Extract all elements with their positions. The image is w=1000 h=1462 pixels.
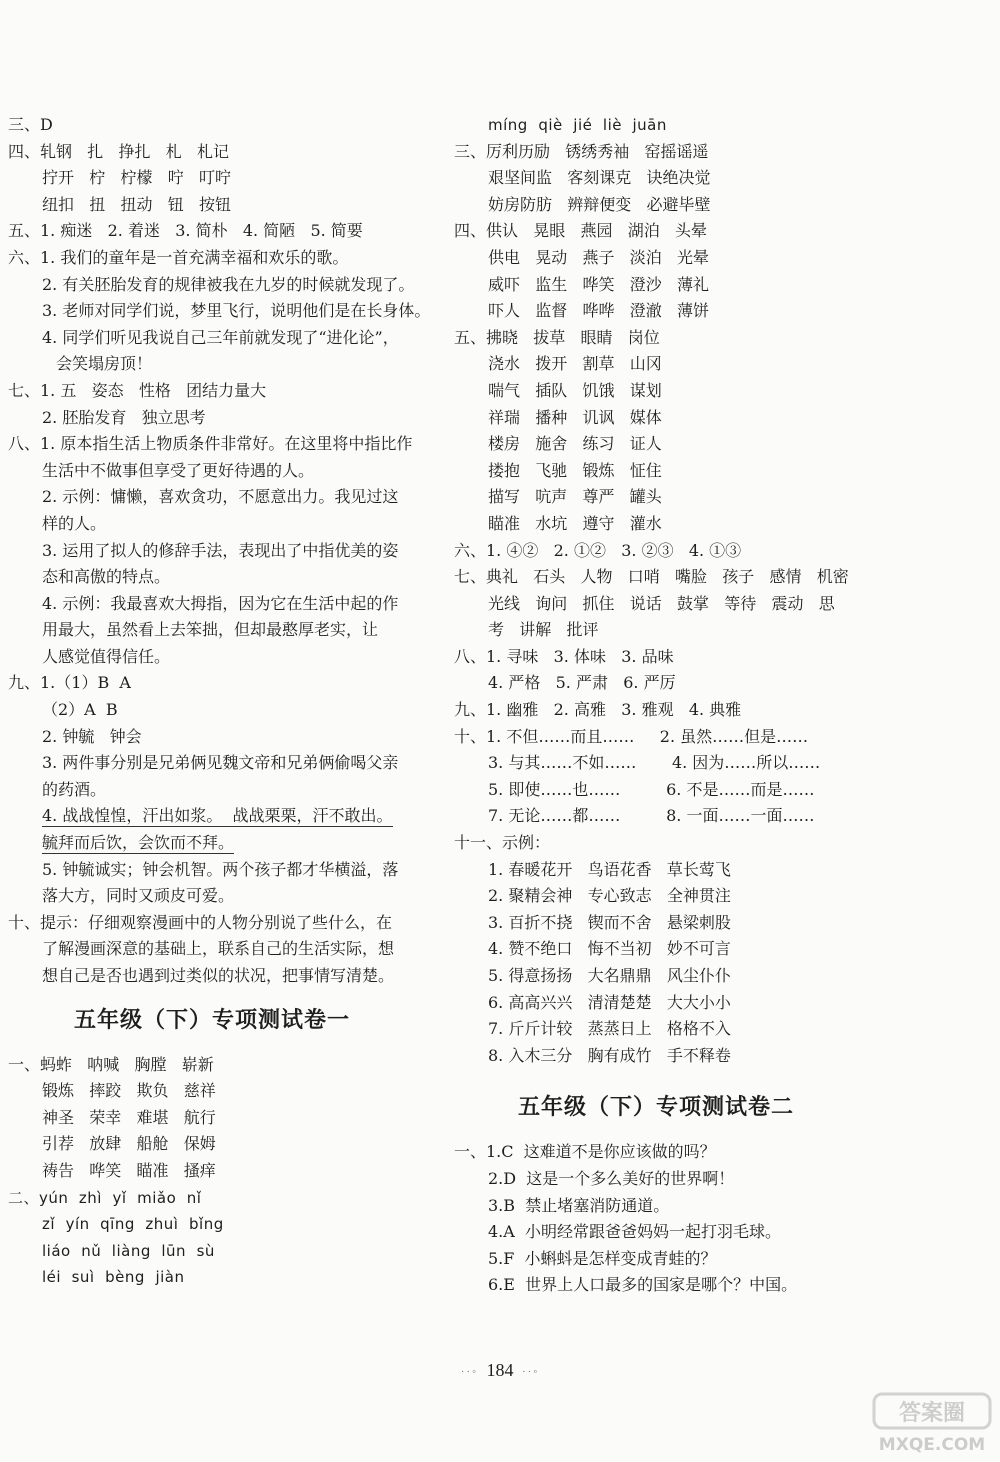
answer-line xyxy=(454,245,854,272)
answer-text: 样的人。 xyxy=(42,513,107,533)
answer-line xyxy=(454,405,854,432)
answer-text: 3. 百折不挠 锲而不舍 悬梁刺股 xyxy=(488,912,731,932)
answer-text: 光线 询问 抓住 说话 鼓掌 等待 震动 思 xyxy=(488,593,835,613)
answer-line xyxy=(8,617,428,644)
pinyin-line xyxy=(454,112,854,139)
answer-line xyxy=(454,458,854,485)
answer-line xyxy=(8,936,428,963)
answer-text: 3.B 禁止堵塞消防通道。 xyxy=(488,1195,670,1215)
answer-text: 吓人 监督 哗哗 澄澈 薄饼 xyxy=(488,301,710,321)
answer-text: 描写 吭声 尊严 罐头 xyxy=(488,487,662,507)
answer-text: 瞄准 水坑 遵守 灌水 xyxy=(488,513,662,533)
answer-line xyxy=(454,857,854,884)
answer-text: 威吓 监生 哗笑 澄沙 薄礼 xyxy=(488,274,710,294)
page-number: 184 xyxy=(486,1360,514,1380)
answer-line xyxy=(454,511,854,538)
answer-line xyxy=(454,1139,854,1166)
answer-text: 八、1. 原本指生活上物质条件非常好。在这里将中指比作 xyxy=(8,434,413,454)
answer-text: 2. 有关胚胎发育的规律被我在九岁的时候就发现了。 xyxy=(42,274,415,294)
section-heading: 五年级（下）专项测试卷二 xyxy=(518,1095,795,1121)
answer-line xyxy=(8,511,428,538)
answer-line xyxy=(8,670,428,697)
answer-line xyxy=(8,1105,428,1132)
answer-line xyxy=(454,803,854,830)
answer-text: 考 讲解 批评 xyxy=(488,620,599,640)
footer-dots-right: ··◦ xyxy=(522,1365,540,1378)
answer-text: 2.D 这是一个多么美好的世界啊！ xyxy=(488,1168,735,1188)
watermark-text-url: MXQE.COM xyxy=(878,1435,986,1455)
answer-line xyxy=(454,218,854,245)
page-footer xyxy=(0,1360,1000,1381)
answer-line xyxy=(454,883,854,910)
answer-text: 六、1. 我们的童年是一首充满幸福和欢乐的歌。 xyxy=(8,247,349,267)
answer-block xyxy=(8,1052,428,1291)
answer-line xyxy=(454,1193,854,1220)
answer-text: 会笑塌房顶！ xyxy=(56,354,153,374)
answer-line xyxy=(8,1078,428,1105)
answer-line xyxy=(454,378,854,405)
answer-line xyxy=(454,617,854,644)
answer-text: 神圣 荣幸 难堪 航行 xyxy=(42,1107,216,1127)
watermark-text-cn: 答案圈 xyxy=(898,1401,966,1426)
answer-line xyxy=(8,458,428,485)
pinyin-line xyxy=(8,1211,428,1238)
answer-line xyxy=(8,139,428,166)
answer-text: 三、D xyxy=(8,115,53,134)
answer-text: 的药酒。 xyxy=(42,779,107,799)
answer-line xyxy=(8,405,428,432)
answer-text: 祷告 哗笑 瞄准 搔痒 xyxy=(42,1160,216,1180)
answer-line xyxy=(454,192,854,219)
answer-line xyxy=(454,777,854,804)
answer-text: 毓拜而后饮，会饮而不拜。 xyxy=(42,833,235,853)
answer-text: 4. 同学们听见我说自己三年前就发现了“进化论”， xyxy=(42,327,399,347)
answer-text: 二、yún zhì yǐ miǎo nǐ xyxy=(8,1188,202,1207)
answer-text: 十、1. 不但……而且…… 2. 虽然……但是…… xyxy=(454,726,809,746)
answer-text: 3. 老师对同学们说，梦里飞行，说明他们是在长身体。 xyxy=(42,301,431,321)
answer-line xyxy=(454,1272,854,1299)
answer-line xyxy=(8,325,428,352)
answer-block xyxy=(8,112,431,990)
answer-line xyxy=(8,830,428,857)
answer-line xyxy=(454,165,854,192)
answer-text: 搂抱 飞驰 锻炼 怔住 xyxy=(488,460,662,480)
answer-text: 供电 晃动 燕子 淡泊 光晕 xyxy=(488,247,710,267)
answer-line xyxy=(8,245,428,272)
answer-text: 2. 示例：慵懒，喜欢贪功，不愿意出力。我见过这 xyxy=(42,487,399,507)
answer-text: 3. 两件事分别是兄弟俩见魏文帝和兄弟俩偷喝父亲 xyxy=(42,753,399,773)
pinyin-line xyxy=(8,1185,428,1212)
answer-text: 八、1. 寻味 3. 体味 3. 品味 xyxy=(454,646,674,666)
answer-text: （2）A B xyxy=(42,700,118,720)
answer-text: 七、1. 五 姿态 性格 团结力量大 xyxy=(8,380,267,400)
answer-block xyxy=(454,112,854,1069)
answer-text: 4. 严格 5. 严肃 6. 严厉 xyxy=(488,673,676,693)
answer-line xyxy=(454,484,854,511)
answer-line xyxy=(8,644,428,671)
answer-text: 6. 高高兴兴 清清楚楚 大大小小 xyxy=(488,992,731,1012)
answer-text: 九、1.（1）B A xyxy=(8,673,131,693)
answer-text: liáo nǔ liàng lūn sù xyxy=(42,1241,215,1260)
answer-line xyxy=(454,1166,854,1193)
answer-line xyxy=(454,591,854,618)
answer-text: 落大方，同时又顽皮可爱。 xyxy=(42,886,235,906)
answer-text: 3. 运用了拟人的修辞手法，表现出了中指优美的姿 xyxy=(42,540,399,560)
right-column xyxy=(454,112,854,1299)
answer-text: 四、轧钢 扎 挣扎 札 札记 xyxy=(8,141,230,161)
answer-text: 楼房 施舍 练习 证人 xyxy=(488,434,662,454)
answer-text: 生活中不做事但享受了更好待遇的人。 xyxy=(42,460,315,480)
answer-line xyxy=(8,697,428,724)
answer-text: 浇水 拨开 割草 山冈 xyxy=(488,354,662,374)
answer-line xyxy=(454,750,854,777)
answer-text: 1. 春暖花开 鸟语花香 草长莺飞 xyxy=(488,859,731,879)
answer-line xyxy=(8,564,428,591)
answer-line xyxy=(454,325,854,352)
answer-text: 艰坚间监 客刻课克 诀绝决觉 xyxy=(488,168,711,188)
answer-text: 妨房防肪 辨辩便变 必避毕壁 xyxy=(488,194,711,214)
answer-text: 7. 无论……都…… 8. 一面……一面…… xyxy=(488,806,815,826)
answer-line xyxy=(454,644,854,671)
answer-text: 人感觉值得信任。 xyxy=(42,646,171,666)
pinyin-line xyxy=(8,1264,428,1291)
answer-line xyxy=(8,803,428,830)
answer-line xyxy=(8,538,428,565)
answer-line xyxy=(454,963,854,990)
answer-line xyxy=(8,192,428,219)
answer-line xyxy=(454,1043,854,1070)
answer-text: 态和高傲的特点。 xyxy=(42,567,171,587)
answer-line xyxy=(454,910,854,937)
answer-line xyxy=(454,564,854,591)
answer-text: 祥瑞 播种 讥讽 媒体 xyxy=(488,407,662,427)
answer-text: 4.A 小明经常跟爸爸妈妈一起打羽毛球。 xyxy=(488,1222,781,1242)
answer-text: 喘气 插队 饥饿 谋划 xyxy=(488,380,662,400)
answer-line xyxy=(8,857,428,884)
answer-text: zǐ yín qīng zhuì bǐng xyxy=(42,1215,224,1234)
section-heading: 五年级（下）专项测试卷一 xyxy=(74,1007,351,1033)
footer-dots-left: ··◦ xyxy=(460,1365,478,1378)
answer-line xyxy=(8,351,428,378)
answer-line xyxy=(8,777,428,804)
answer-line xyxy=(8,724,428,751)
answer-text: 2. 聚精会神 专心致志 全神贯注 xyxy=(488,886,731,906)
answer-text: 5. 即使……也…… 6. 不是……而是…… xyxy=(488,779,815,799)
answer-text: 七、典礼 石头 人物 口哨 嘴脸 孩子 感情 机密 xyxy=(454,567,849,587)
answer-line xyxy=(454,936,854,963)
answer-text: 2. 钟毓 钟会 xyxy=(42,726,142,746)
answer-text: 五、1. 痴迷 2. 着迷 3. 简朴 4. 简陋 5. 简要 xyxy=(8,221,363,241)
answer-line xyxy=(8,165,428,192)
answer-line xyxy=(8,1158,428,1185)
answer-text: 用最大，虽然看上去笨拙，但却最憨厚老实，让 xyxy=(42,620,379,640)
answer-text: 4. 战战惶惶，汗出如浆。 战战栗栗，汗不敢出。 xyxy=(42,806,393,826)
answer-line xyxy=(8,883,428,910)
answer-text: 十一、示例： xyxy=(454,833,551,853)
answer-text: 5. 钟毓诚实；钟会机智。两个孩子都才华横溢，落 xyxy=(42,859,399,879)
answer-line xyxy=(8,1052,428,1079)
answer-text: léi suì bèng jiàn xyxy=(42,1268,185,1287)
answer-text: 7. 斤斤计较 蒸蒸日上 格格不入 xyxy=(488,1019,731,1039)
answer-text: 5. 得意扬扬 大名鼎鼎 风尘仆仆 xyxy=(488,966,731,985)
answer-line xyxy=(454,1016,854,1043)
answer-line xyxy=(8,112,428,139)
answer-text: 6.E 世界上人口最多的国家是哪个？中国。 xyxy=(488,1275,798,1295)
answer-line xyxy=(8,484,428,511)
answer-line xyxy=(8,298,431,325)
answer-text: 四、供认 晃眼 燕园 湖泊 头晕 xyxy=(454,221,708,241)
answer-text: 一、蚂蚱 呐喊 胸膛 崭新 xyxy=(8,1054,214,1074)
watermark-logo xyxy=(870,1390,994,1456)
answer-text: 六、1. ④② 2. ①② 3. ②③ 4. ①③ xyxy=(454,540,742,560)
answer-text: 5.F 小蝌蚪是怎样变成青蛙的？ xyxy=(488,1248,717,1268)
answer-line xyxy=(454,351,854,378)
answer-line xyxy=(8,378,428,405)
answer-line xyxy=(8,750,428,777)
answer-line xyxy=(454,1246,854,1273)
answer-line xyxy=(454,272,854,299)
answer-line xyxy=(454,670,854,697)
answer-text: 拧开 柠 柠檬 咛 叮咛 xyxy=(42,168,232,188)
answer-line xyxy=(8,218,428,245)
answer-line xyxy=(454,830,854,857)
left-column xyxy=(8,112,431,1291)
answer-text: 九、1. 幽雅 2. 高雅 3. 雅观 4. 典雅 xyxy=(454,700,742,720)
answer-line xyxy=(454,139,854,166)
answer-text: 一、1.C 这难道不是你应该做的吗？ xyxy=(454,1142,716,1162)
answer-text: 想自己是否也遇到过类似的状况，把事情写清楚。 xyxy=(42,966,395,985)
answer-line xyxy=(8,431,428,458)
answer-text: 十、提示：仔细观察漫画中的人物分别说了些什么，在 xyxy=(8,912,393,932)
answer-line xyxy=(8,963,428,990)
answer-text: 三、厉利历励 锈绣秀袖 窑摇谣遥 xyxy=(454,141,709,161)
answer-line xyxy=(454,538,854,565)
pinyin-line xyxy=(8,1238,428,1265)
answer-line xyxy=(454,1219,854,1246)
answer-text: 纽扣 扭 扭动 钮 按钮 xyxy=(42,194,232,214)
answer-text: 8. 入木三分 胸有成竹 手不释卷 xyxy=(488,1045,731,1065)
answer-text: 了解漫画深意的基础上，联系自己的生活实际，想 xyxy=(42,939,395,959)
answer-line xyxy=(454,724,854,751)
answer-text: 4. 示例：我最喜欢大拇指，因为它在生活中起的作 xyxy=(42,593,399,613)
answer-text: 引荐 放肆 船舱 保姆 xyxy=(42,1134,216,1154)
answer-text: 4. 赞不绝口 悔不当初 妙不可言 xyxy=(488,939,731,959)
answer-line xyxy=(454,990,854,1017)
answer-line xyxy=(8,1131,428,1158)
answer-line xyxy=(8,910,428,937)
answer-line xyxy=(8,591,428,618)
answer-line xyxy=(454,298,854,325)
answer-text: míng qiè jié liè juān xyxy=(488,116,667,134)
answer-text: 五、拂晓 拔草 眼睛 岗位 xyxy=(454,327,660,347)
answer-text: 锻炼 摔跤 欺负 慈祥 xyxy=(42,1081,216,1101)
answer-text: 3. 与其……不如…… 4. 因为……所以…… xyxy=(488,753,821,773)
answer-text: 2. 胚胎发育 独立思考 xyxy=(42,407,206,427)
answer-line xyxy=(454,431,854,458)
answer-block xyxy=(454,1139,854,1299)
answer-line xyxy=(454,697,854,724)
answer-line xyxy=(8,272,428,299)
